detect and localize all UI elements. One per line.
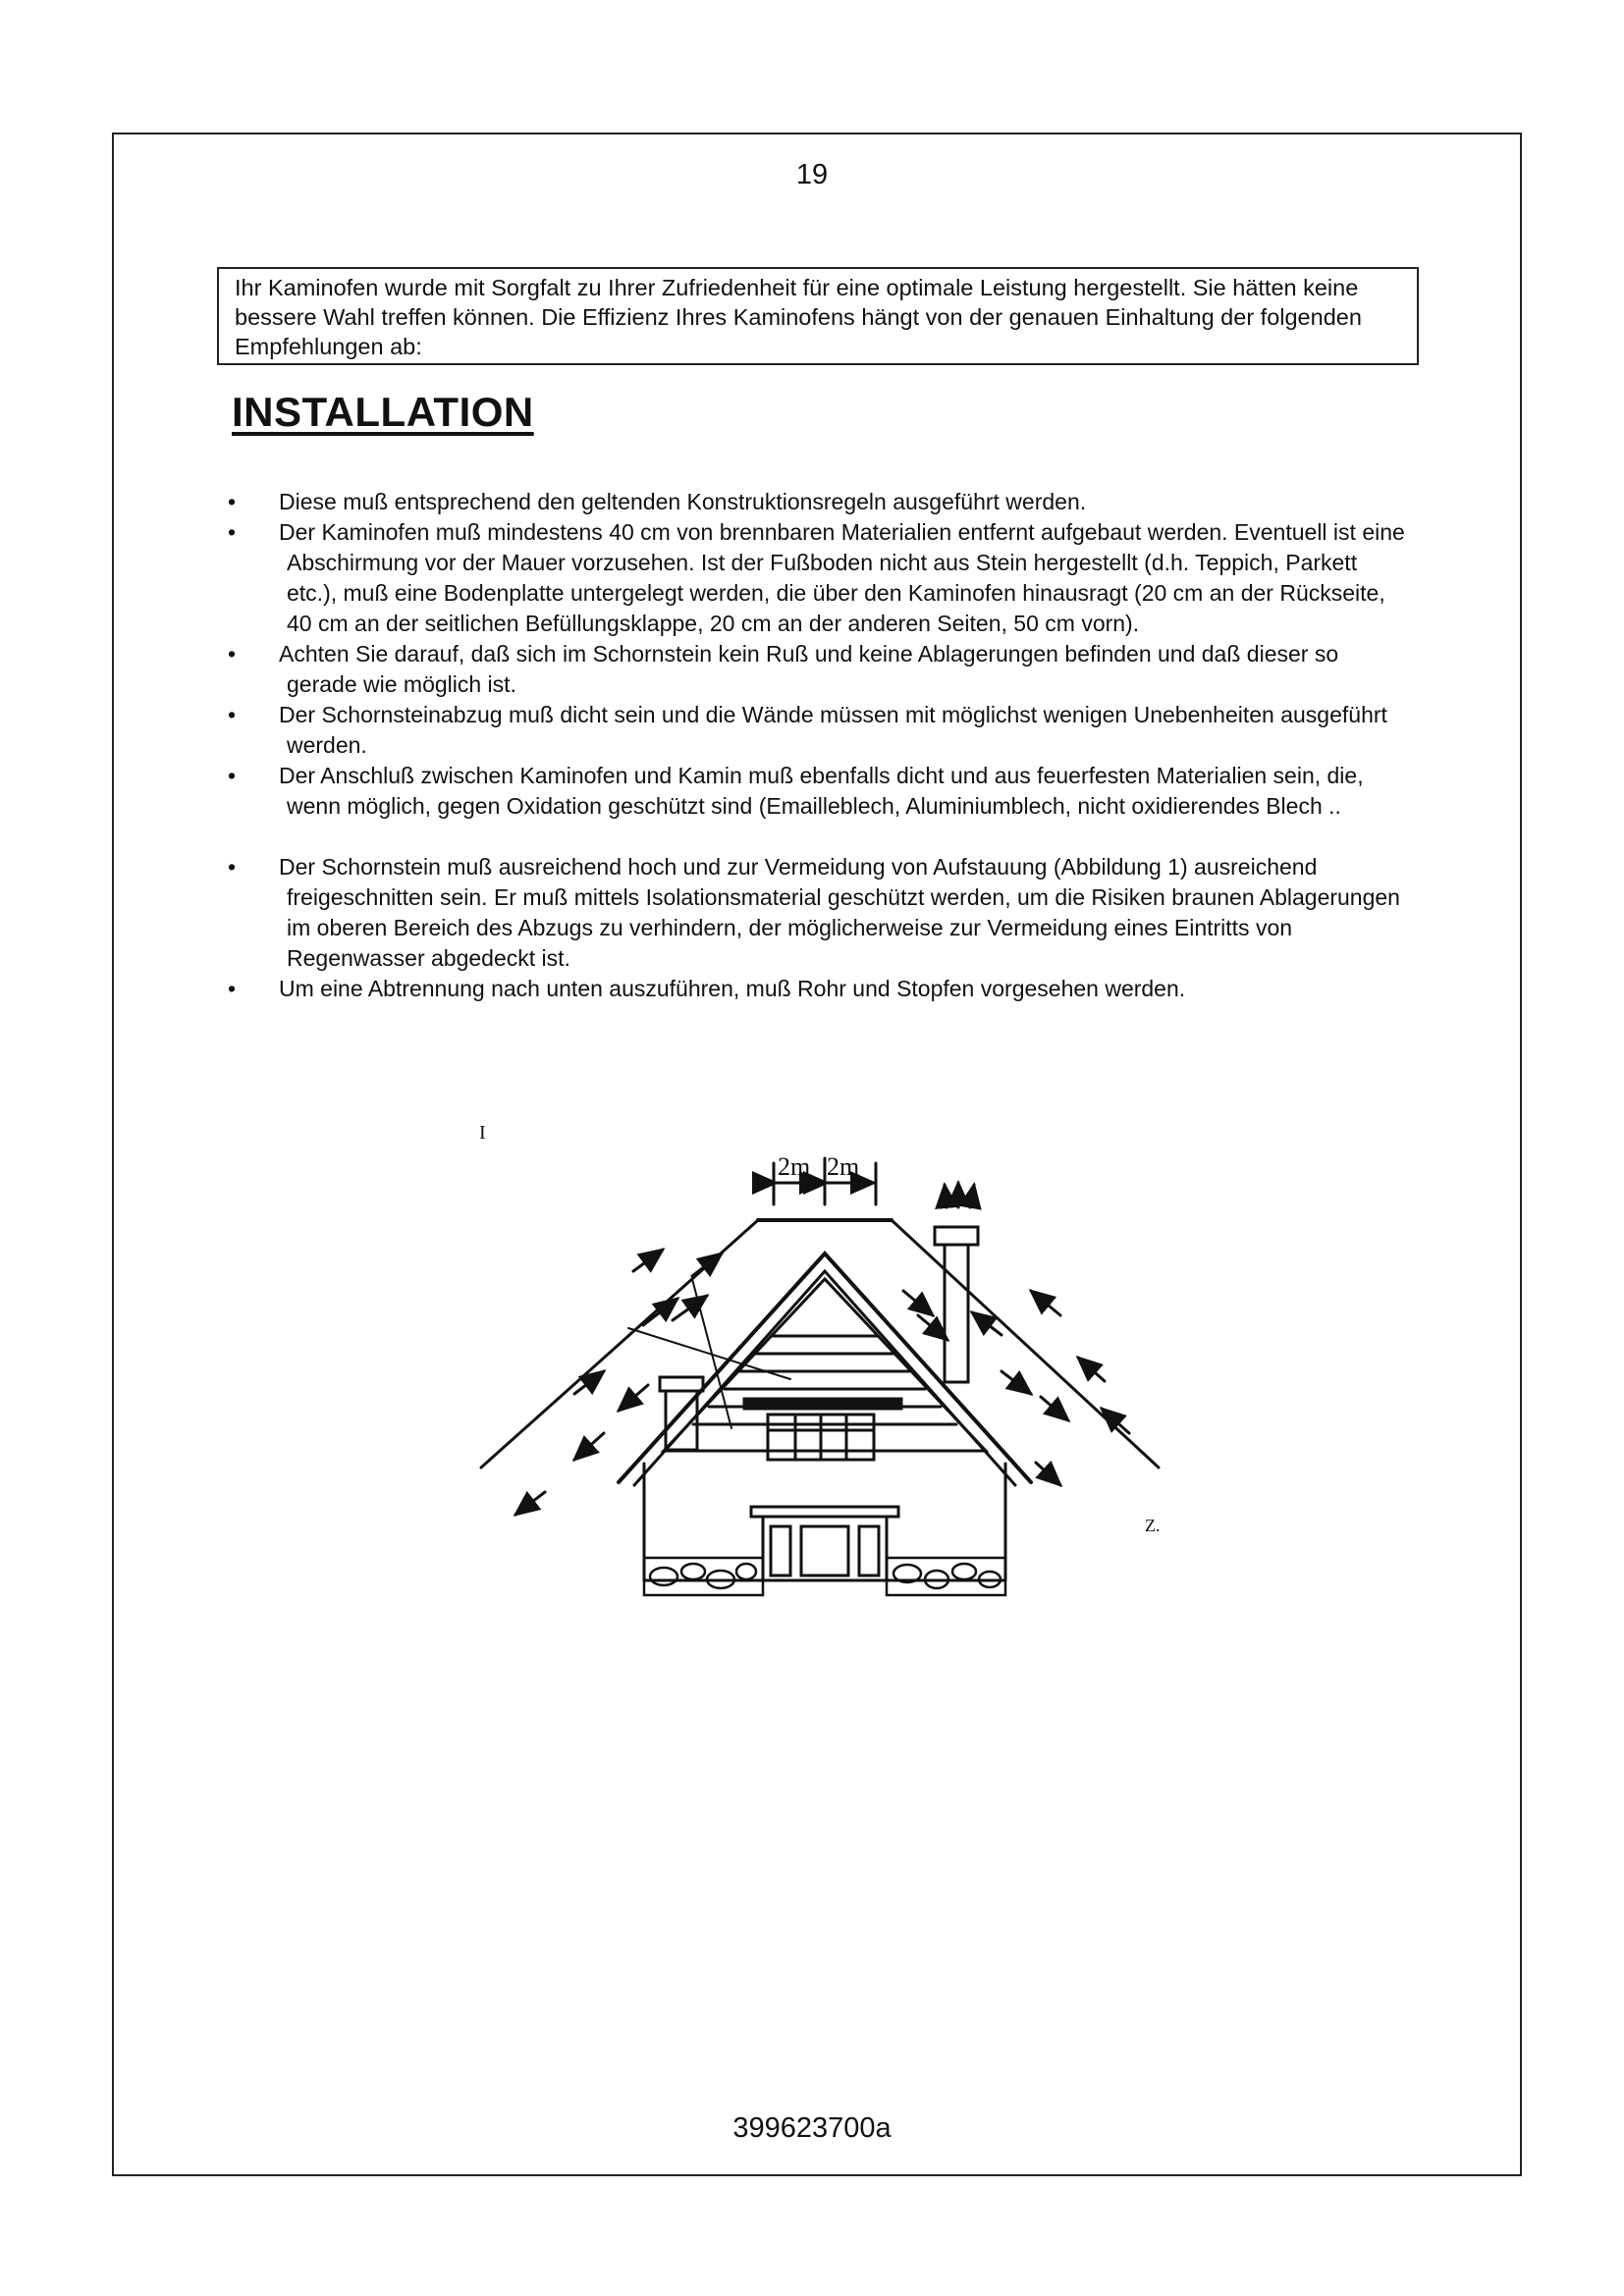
wind-arrows xyxy=(515,1250,1129,1515)
bullet-icon: • xyxy=(228,489,237,514)
list-item xyxy=(228,700,1406,761)
dimension-marking xyxy=(774,1152,876,1204)
list-item-text: Diese muß entsprechend den geltenden Konstruktionsregeln ausgeführt werden. xyxy=(279,489,1087,514)
list-item xyxy=(228,852,1406,974)
bullet-icon: • xyxy=(228,763,237,788)
bullet-icon: • xyxy=(228,519,237,545)
list-item-text: Der Kaminofen muß mindestens 40 cm von brennbaren Materialien entfernt aufgebaut werden. Eventuell ist eine Abschirmung vor der Mauer vorzusehen. Ist der Fußboden nicht aus Stein hergestellt (d.h. Teppich, Parkett etc.), muß eine Bodenplatte untergelegt werden, die über den Kaminofen hinausragt (20 cm an der Rückseite, 40 cm an der seitlichen Befüllungsklappe, 20 cm an der anderen Seiten, 50 cm vorn). xyxy=(279,519,1405,636)
bullet-icon: • xyxy=(228,641,237,667)
list-item-text: Achten Sie darauf, daß sich im Schornstein kein Ruß und keine Ablagerungen befinden und daß dieser so gerade wie möglich ist. xyxy=(279,641,1339,697)
document-number: 399623700a xyxy=(732,2112,892,2144)
list-item xyxy=(228,761,1406,822)
list-item-text: Der Schornsteinabzug muß dicht sein und die Wände müssen mit möglichst wenigen Unebenheiten ausgeführt werden. xyxy=(279,702,1387,758)
list-item-text: Um eine Abtrennung nach unten auszuführen, muß Rohr und Stopfen vorgesehen werden. xyxy=(279,976,1186,1001)
list-item xyxy=(228,487,1406,517)
house-chimney-illustration xyxy=(471,1114,1168,1625)
bullet-list xyxy=(228,487,1406,1004)
list-item xyxy=(228,639,1406,700)
page-number: 19 xyxy=(795,159,829,190)
bullet-icon: • xyxy=(228,976,237,1001)
list-item-text: Der Schornstein muß ausreichend hoch und zur Vermeidung von Aufstauung (Abbildung 1) ausreichend freigeschnitten sein. Er muß mittels Isolationsmaterial geschützt werden, um die Risiken braunen Ablagerungen im oberen Bereich des Abzugs zu verhindern, der möglicherweise zur Vermeidung eines Eintritts von Regenwasser abgedeckt ist. xyxy=(279,854,1400,971)
figure-mark-left: I xyxy=(479,1122,486,1144)
bullet-icon: • xyxy=(228,854,237,880)
dimension-right: 2m xyxy=(827,1152,860,1181)
list-item-text: Der Anschluß zwischen Kaminofen und Kamin muß ebenfalls dicht und aus feuerfesten Materialien sein, die, wenn möglich, gegen Oxidation geschützt sind (Emailleblech, Aluminiumblech, nicht oxidierendes Blech .. xyxy=(279,763,1364,819)
figure-mark-right: Z. xyxy=(1145,1516,1161,1535)
list-item xyxy=(228,517,1406,639)
list-item xyxy=(228,974,1406,1004)
dimension-left: 2m xyxy=(778,1152,811,1181)
bullet-icon: • xyxy=(228,702,237,727)
section-heading: INSTALLATION xyxy=(232,389,534,435)
intro-box: Ihr Kaminofen wurde mit Sorgfalt zu Ihrer Zufriedenheit für eine optimale Leistung hergestellt. Sie hätten keine bessere Wahl treffen können. Die Effizienz Ihres Kaminofens hängt von der genauen Einhaltung der folgenden Empfehlungen ab: xyxy=(217,267,1419,365)
